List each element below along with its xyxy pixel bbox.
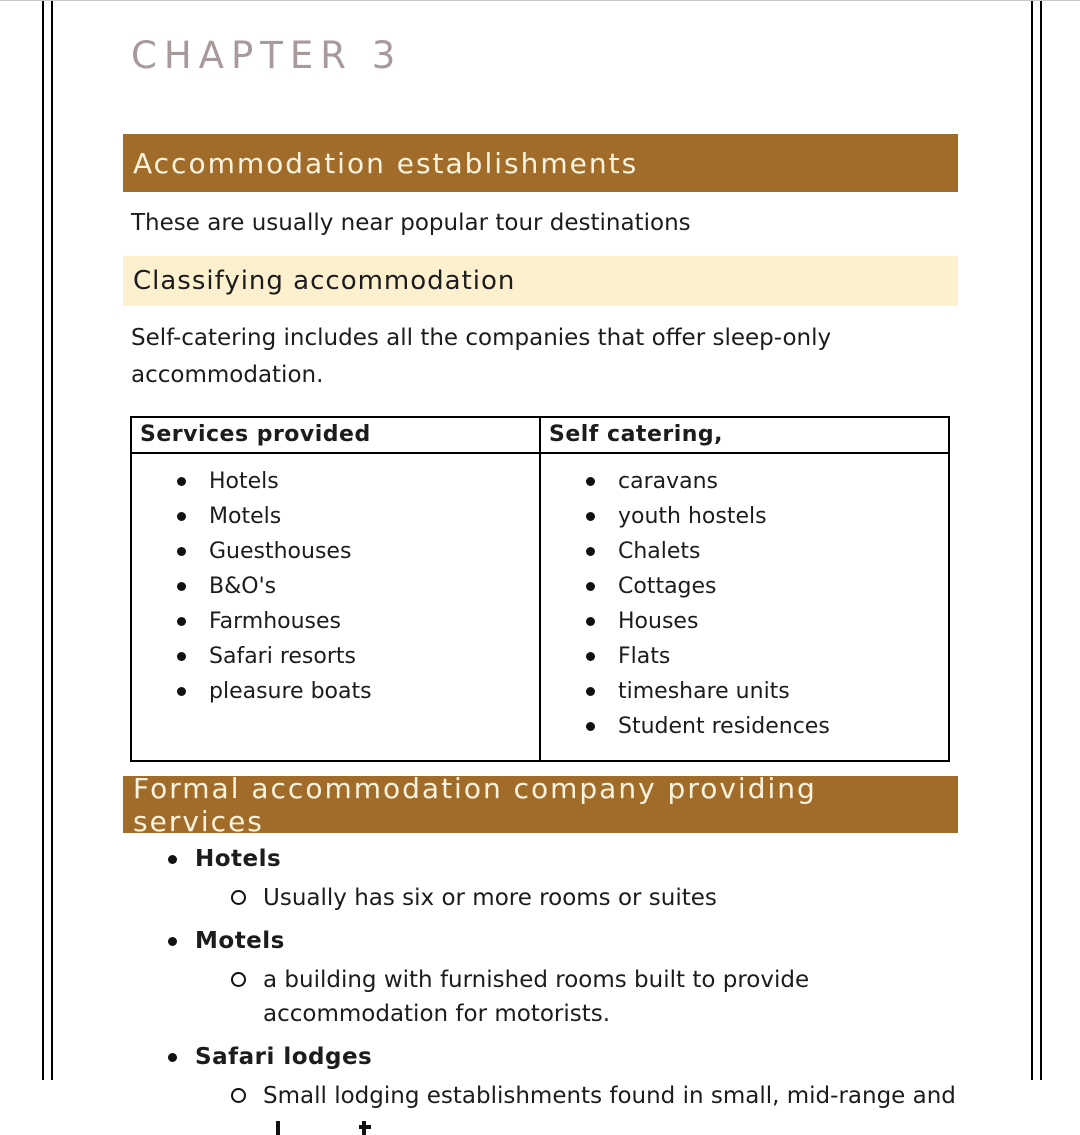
table-cell-self-catering [540,453,949,761]
section-banner-classifying [123,256,958,306]
list-item: youth hostels [541,499,948,534]
sub-line: accommodation for motorists. [263,1001,611,1027]
table-header-self-catering: Self catering, [540,417,949,453]
bullet-dot-icon [586,722,595,731]
bullet-dot-icon [586,617,595,626]
table-header-services-provided: Services provided [131,417,540,453]
sub-line: Usually has six or more rooms or suites [263,885,717,911]
classifying-body-text [131,320,958,394]
list-item: Motels [132,499,539,534]
bullet-dot-icon [177,582,186,591]
sub-line: Small lodging establishments found in small, mid-range and [263,1083,956,1109]
services-table [130,416,950,762]
list-item: Farmhouses [132,604,539,639]
sub-line: a building with furnished rooms built to provide [263,967,810,993]
bullet-dot-icon [177,477,186,486]
section-banner-formal [123,771,958,838]
list-item: pleasure boats [132,674,539,709]
bullet-dot-icon [586,687,595,696]
classifying-body-line-1: Self-catering includes all the companies that offer sleep-only [131,325,832,351]
bullet-dot-icon [586,547,595,556]
table-header-row [131,417,949,453]
list-item: Cottages [541,569,948,604]
table-body-row [131,453,949,761]
outline-item-label: Hotels [195,846,282,872]
list-item: timeshare units [541,674,948,709]
bullet-dot-icon [168,937,177,946]
bullet-circle-icon [231,1088,246,1103]
list-item: Student residences [541,709,948,744]
bullet-circle-icon [231,972,246,987]
bullet-dot-icon [177,617,186,626]
document-page [123,0,958,1135]
table-cell-services-provided [131,453,540,761]
bullet-dot-icon [177,687,186,696]
outline-item-label: Motels [195,928,285,954]
self-catering-list [541,464,948,744]
outline-sub-motels [123,963,958,1031]
bullet-circle-icon [231,890,246,905]
bullet-dot-icon [586,582,595,591]
outline-item-safari-lodges [123,1043,958,1071]
formal-outline-list [123,845,958,1135]
bullet-dot-icon [586,652,595,661]
bullet-dot-icon [168,855,177,864]
bullet-dot-icon [177,512,186,521]
outline-item-motels [123,927,958,955]
bullet-dot-icon [168,1053,177,1062]
accommodation-body-text: These are usually near popular tour destinations [131,210,691,236]
list-item: Houses [541,604,948,639]
outline-sub-text [263,963,809,1031]
clipped-line-fragment [276,1121,958,1135]
list-item: Guesthouses [132,534,539,569]
outline-sub-safari-lodges [123,1079,958,1113]
section-heading-accommodation: Accommodation establishments [133,146,639,180]
bullet-dot-icon [177,547,186,556]
bullet-dot-icon [177,652,186,661]
list-item: Chalets [541,534,948,569]
page-border-right [1031,0,1042,1080]
list-item: Flats [541,639,948,674]
outline-sub-text [263,881,717,915]
section-heading-formal: Formal accommodation company providing services [133,771,817,838]
section-banner-accommodation [123,134,958,192]
list-item: Hotels [132,464,539,499]
bullet-dot-icon [586,512,595,521]
bullet-dot-icon [586,477,595,486]
list-item: Safari resorts [132,639,539,674]
list-item: B&O's [132,569,539,604]
outline-sub-hotels [123,881,958,915]
outline-sub-text [263,1079,956,1113]
page-border-left [42,0,53,1080]
classifying-body-line-2: accommodation. [131,362,324,388]
section-heading-classifying: Classifying accommodation [133,266,516,296]
outline-item-hotels [123,845,958,873]
services-provided-list [132,464,539,709]
outline-item-label: Safari lodges [195,1044,373,1070]
list-item: caravans [541,464,948,499]
chapter-title: CHAPTER 3 [131,34,403,77]
